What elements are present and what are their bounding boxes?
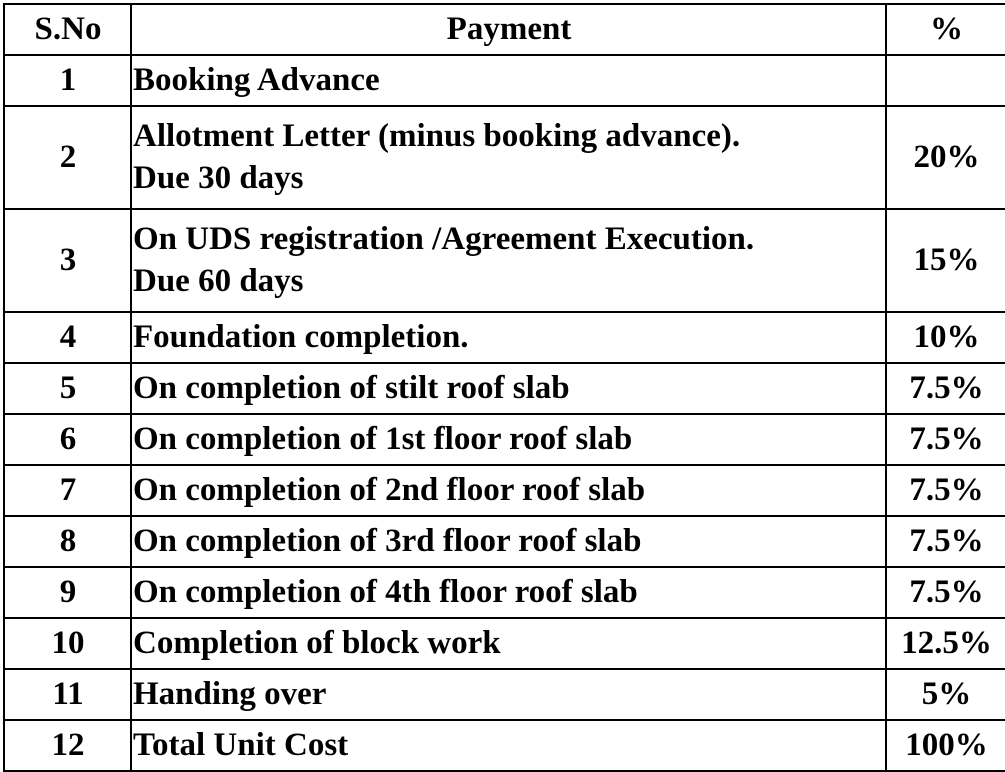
- row-percent: 7.5%: [886, 516, 1005, 567]
- row-payment: [131, 414, 886, 465]
- row-percent: 12.5%: [886, 618, 1005, 669]
- table-row: [4, 106, 1005, 209]
- row-payment: [131, 312, 886, 363]
- row-payment: [131, 55, 886, 106]
- row-payment-line: Booking Advance: [133, 61, 380, 98]
- row-percent: [886, 55, 1005, 106]
- table-row: [4, 312, 1005, 363]
- table-row: [4, 567, 1005, 618]
- row-payment: [131, 363, 886, 414]
- row-payment: [131, 465, 886, 516]
- row-sno: 11: [4, 669, 131, 720]
- row-payment: [131, 106, 886, 209]
- row-sno: 1: [4, 55, 131, 106]
- row-percent: 7.5%: [886, 414, 1005, 465]
- row-payment-line: On completion of 2nd floor roof slab: [133, 471, 646, 508]
- row-payment-line: Handing over: [133, 675, 327, 712]
- table-row: [4, 720, 1005, 771]
- row-sno: 3: [4, 209, 131, 312]
- header-sno: S.No: [4, 4, 131, 55]
- row-sno: 6: [4, 414, 131, 465]
- row-payment: [131, 618, 886, 669]
- row-payment-line: On completion of 3rd floor roof slab: [133, 522, 642, 559]
- row-payment-line: On completion of 4th floor roof slab: [133, 573, 638, 610]
- table-body: [4, 55, 1005, 771]
- row-payment-line: Due 60 days: [133, 262, 304, 299]
- row-payment-line: On UDS registration /Agreement Execution.: [133, 221, 755, 258]
- row-sno: 8: [4, 516, 131, 567]
- table-row: [4, 465, 1005, 516]
- table-row: [4, 414, 1005, 465]
- table-row: [4, 363, 1005, 414]
- row-payment: [131, 669, 886, 720]
- row-sno: 2: [4, 106, 131, 209]
- table-row: [4, 669, 1005, 720]
- row-percent: 7.5%: [886, 465, 1005, 516]
- row-sno: 7: [4, 465, 131, 516]
- row-percent: 7.5%: [886, 567, 1005, 618]
- row-sno: 10: [4, 618, 131, 669]
- row-payment-line: On completion of stilt roof slab: [133, 369, 570, 406]
- row-payment: [131, 516, 886, 567]
- row-sno: 5: [4, 363, 131, 414]
- row-sno: 12: [4, 720, 131, 771]
- row-percent: 15%: [886, 209, 1005, 312]
- row-payment-line: Allotment Letter (minus booking advance).: [133, 118, 741, 155]
- table-row: [4, 209, 1005, 312]
- row-payment-line: On completion of 1st floor roof slab: [133, 420, 633, 457]
- row-payment-line: Total Unit Cost: [133, 726, 349, 763]
- table-row: [4, 618, 1005, 669]
- row-percent: 7.5%: [886, 363, 1005, 414]
- row-percent: 10%: [886, 312, 1005, 363]
- row-sno: 4: [4, 312, 131, 363]
- header-payment: Payment: [131, 4, 886, 55]
- table-header-row: [4, 4, 1005, 55]
- table-row: [4, 516, 1005, 567]
- row-percent: 20%: [886, 106, 1005, 209]
- row-percent: 5%: [886, 669, 1005, 720]
- row-payment-line: Completion of block work: [133, 624, 501, 661]
- table-row: [4, 55, 1005, 106]
- payment-schedule-table: [3, 3, 1005, 772]
- row-percent: 100%: [886, 720, 1005, 771]
- row-payment-line: Foundation completion.: [133, 318, 469, 355]
- row-payment: [131, 567, 886, 618]
- row-sno: 9: [4, 567, 131, 618]
- row-payment: [131, 209, 886, 312]
- row-payment-line: Due 30 days: [133, 159, 304, 196]
- row-payment: [131, 720, 886, 771]
- header-percent: %: [886, 4, 1005, 55]
